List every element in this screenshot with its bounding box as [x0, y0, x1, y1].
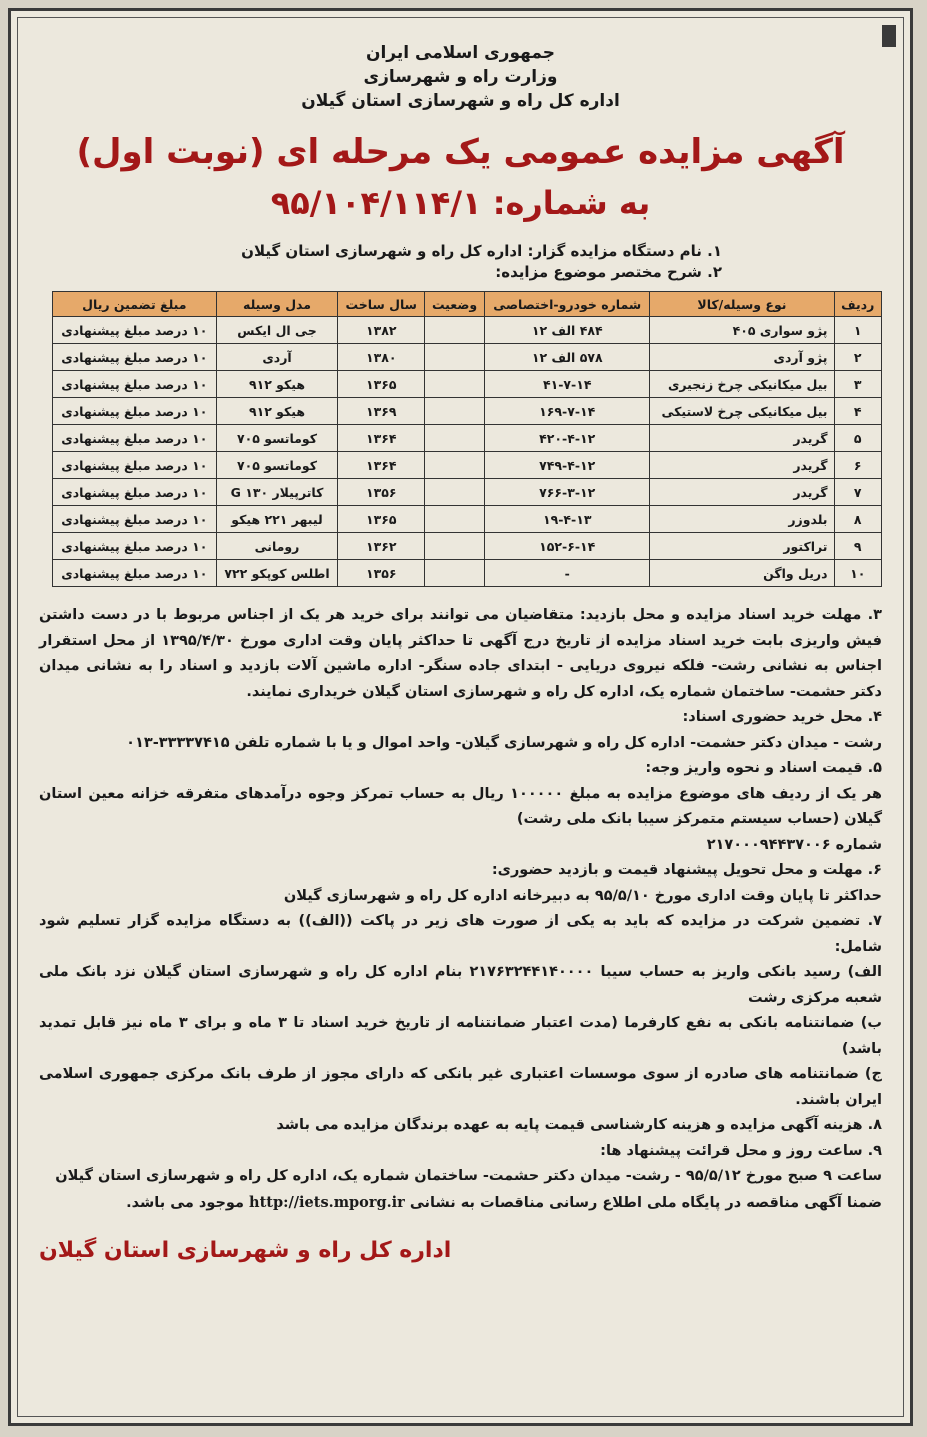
cell-status: [425, 344, 485, 371]
table-row: [53, 506, 882, 533]
section-9-text: ساعت ۹ صبح مورخ ۹۵/۵/۱۲ - رشت- میدان دکتر حشمت- ساختمان شماره یک، اداره کل راه و شهرسازی استان گیلان: [55, 1168, 882, 1184]
cell-plate: ۴۲۰-۴-۱۲: [485, 425, 650, 452]
section-7-title: ۷. تضمین شرکت در مزایده که باید به یکی از صورت های زیر در پاکت ((الف)) به دستگاه مزایده گزار تسلیم شود شامل:: [39, 913, 882, 955]
cell-row-no: ۱: [834, 317, 882, 344]
header-line-2: وزارت راه و شهرسازی: [363, 67, 558, 87]
section-4-text: رشت - میدان دکتر حشمت- اداره کل راه و شهرسازی گیلان- واحد اموال و یا با شماره تلفن ۳۳۳۳۷۴۱۵-۰۱۳: [126, 734, 882, 751]
cell-model: رومانی: [216, 533, 338, 560]
cell-guarantee: ۱۰ درصد مبلغ پیشنهادی: [53, 317, 217, 344]
items-table: [52, 291, 882, 587]
cell-status: [425, 506, 485, 533]
table-row: [53, 560, 882, 587]
cell-model: هیکو ۹۱۲: [216, 398, 338, 425]
header-line-3: اداره کل راه و شهرسازی استان گیلان: [301, 91, 620, 111]
col-header-type: نوع وسیله/کالا: [650, 292, 834, 317]
col-header-plate: شماره خودرو-اختصاصی: [485, 292, 650, 317]
table-header-row: [53, 292, 882, 317]
header-line-1: جمهوری اسلامی ایران: [365, 43, 556, 63]
cell-plate: ۵۷۸ الف ۱۲: [485, 344, 650, 371]
cell-model: اطلس کوپکو ۷۲۲: [216, 560, 338, 587]
cell-type: پژو آردی: [650, 344, 834, 371]
cell-type: بیل میکانیکی چرخ لاستیکی: [650, 398, 834, 425]
cell-row-no: ۶: [834, 452, 882, 479]
col-header-status: وضعیت: [425, 292, 485, 317]
cell-type: گریدر: [650, 425, 834, 452]
cell-plate: ۷۶۶-۳-۱۲: [485, 479, 650, 506]
table-row: [53, 344, 882, 371]
cell-plate: ۱۹-۴-۱۳: [485, 506, 650, 533]
section-8: ۸. هزینه آگهی مزایده و هزینه کارشناسی قیمت پایه به عهده برندگان مزایده می باشد: [276, 1117, 882, 1133]
cell-type: دریل واگن: [650, 560, 834, 587]
website-link[interactable]: http://iets.mporg.ir: [249, 1193, 405, 1211]
cell-status: [425, 479, 485, 506]
notice-content: [39, 41, 882, 1263]
cell-year: ۱۳۵۶: [338, 479, 425, 506]
cell-row-no: ۸: [834, 506, 882, 533]
section-3: ۳. مهلت خرید اسناد مزایده و محل بازدید: متقاضیان می توانند برای خرید هر یک از اجناس مربوط با در دست داشتن فیش واریزی بابت خرید اسناد مزایده از تاریخ درج آگهی تا حداکثر پایان وقت اداری مورخ ۱۳۹۵/۴/۳۰ از محل استقرار اجناس به نشانی رشت- فلکه نیروی دریایی - ابتدای جاده سنگر- اداره ماشین آلات بازدید و اسناد را به نشانی میدان دکتر حشمت- ساختمان شماره یک، اداره کل راه و شهرسازی استان گیلان خریداری نمایند.: [39, 607, 882, 700]
cell-type: بلدوزر: [650, 506, 834, 533]
table-row: [53, 371, 882, 398]
cell-row-no: ۹: [834, 533, 882, 560]
cell-plate: ۷۴۹-۴-۱۲: [485, 452, 650, 479]
cell-status: [425, 452, 485, 479]
website-note-post: موجود می باشد.: [126, 1194, 244, 1211]
corner-mark: [882, 25, 896, 47]
cell-row-no: ۵: [834, 425, 882, 452]
cell-guarantee: ۱۰ درصد مبلغ پیشنهادی: [53, 452, 217, 479]
section-5-text: هر یک از ردیف های موضوع مزایده به مبلغ ۱۰۰۰۰۰ ریال به حساب تمرکز وجوه درآمدهای متفرقه خزانه معین استان گیلان (حساب سیستم متمرکز سیبا بانک ملی رشت): [39, 785, 882, 827]
cell-status: [425, 560, 485, 587]
footer-signature: اداره کل راه و شهرسازی استان گیلان: [39, 1238, 452, 1263]
section-7-c: ج) ضمانتنامه های صادره از سوی موسسات اعتباری غیر بانکی که دارای مجوز از طرف بانک مرکزی جمهوری اسلامی ایران باشند.: [39, 1066, 882, 1108]
cell-type: پژو سواری ۴۰۵: [650, 317, 834, 344]
header-block: [249, 41, 672, 113]
cell-plate: ۱۶۹-۷-۱۴: [485, 398, 650, 425]
cell-year: ۱۳۶۴: [338, 452, 425, 479]
cell-row-no: ۱۰: [834, 560, 882, 587]
cell-status: [425, 398, 485, 425]
col-header-guarantee: مبلغ تضمین ریال: [53, 292, 217, 317]
cell-year: ۱۳۶۵: [338, 371, 425, 398]
cell-year: ۱۳۶۵: [338, 506, 425, 533]
cell-plate: -: [485, 560, 650, 587]
cell-status: [425, 317, 485, 344]
website-note-pre: ضمنا آگهی مناقصه در پایگاه ملی اطلاع رسانی مناقصات به نشانی: [409, 1194, 882, 1211]
table-row: [53, 425, 882, 452]
cell-guarantee: ۱۰ درصد مبلغ پیشنهادی: [53, 425, 217, 452]
cell-guarantee: ۱۰ درصد مبلغ پیشنهادی: [53, 371, 217, 398]
cell-year: ۱۳۵۶: [338, 560, 425, 587]
cell-year: ۱۳۶۴: [338, 425, 425, 452]
cell-guarantee: ۱۰ درصد مبلغ پیشنهادی: [53, 398, 217, 425]
cell-guarantee: ۱۰ درصد مبلغ پیشنهادی: [53, 533, 217, 560]
section-6-title: ۶. مهلت و محل تحویل پیشنهاد قیمت و بازدید حضوری:: [491, 862, 882, 878]
col-header-model: مدل وسیله: [216, 292, 338, 317]
section-4-title: ۴. محل خرید حضوری اسناد:: [682, 709, 882, 725]
website-note: [39, 1190, 882, 1217]
cell-guarantee: ۱۰ درصد مبلغ پیشنهادی: [53, 479, 217, 506]
col-header-row-no: ردیف: [834, 292, 882, 317]
cell-model: آردی: [216, 344, 338, 371]
table-row: [53, 479, 882, 506]
cell-year: ۱۳۸۰: [338, 344, 425, 371]
cell-model: کوماتسو ۷۰۵: [216, 425, 338, 452]
cell-status: [425, 425, 485, 452]
cell-year: ۱۳۶۹: [338, 398, 425, 425]
cell-model: لیبهر ۲۲۱ هیکو: [216, 506, 338, 533]
cell-plate: ۴۱-۷-۱۴: [485, 371, 650, 398]
section-7-b: ب) ضمانتنامه بانکی به نفع کارفرما (مدت اعتبار ضمانتنامه از تاریخ خرید اسناد تا ۳ ماه و برای ۳ ماه نیز قابل تمدید باشد): [39, 1015, 882, 1057]
notice-page: [8, 8, 913, 1426]
cell-status: [425, 371, 485, 398]
col-header-year: سال ساخت: [338, 292, 425, 317]
table-row: [53, 533, 882, 560]
cell-row-no: ۳: [834, 371, 882, 398]
cell-type: بیل میکانیکی چرخ زنجیری: [650, 371, 834, 398]
cell-guarantee: ۱۰ درصد مبلغ پیشنهادی: [53, 506, 217, 533]
notice-title: آگهی مزایده عمومی یک مرحله ای (نوبت اول): [76, 132, 845, 172]
cell-row-no: ۲: [834, 344, 882, 371]
cell-plate: ۴۸۴ الف ۱۲: [485, 317, 650, 344]
cell-row-no: ۴: [834, 398, 882, 425]
cell-model: کاترپیلار G ۱۳۰: [216, 479, 338, 506]
cell-row-no: ۷: [834, 479, 882, 506]
cell-model: هیکو ۹۱۲: [216, 371, 338, 398]
cell-plate: ۱۵۲-۶-۱۴: [485, 533, 650, 560]
section-6-text: حداکثر تا پایان وقت اداری مورخ ۹۵/۵/۱۰ به دبیرخانه اداره کل راه و شهرسازی گیلان: [283, 887, 882, 904]
cell-model: جی ال ایکس: [216, 317, 338, 344]
meta-item-2: ۲. شرح مختصر موضوع مزایده:: [495, 263, 722, 281]
cell-year: ۱۳۸۲: [338, 317, 425, 344]
cell-year: ۱۳۶۲: [338, 533, 425, 560]
meta-item-1: ۱. نام دستگاه مزایده گزار: اداره کل راه و شهرسازی استان گیلان: [241, 242, 722, 260]
cell-guarantee: ۱۰ درصد مبلغ پیشنهادی: [53, 344, 217, 371]
table-row: [53, 317, 882, 344]
cell-type: تراکتور: [650, 533, 834, 560]
table-row: [53, 398, 882, 425]
section-7-a: الف) رسید بانکی واریز به حساب سیبا ۲۱۷۶۳۲۴۴۱۴۰۰۰۰ بنام اداره کل راه و شهرسازی استان گیلان نزد بانک ملی شعبه مرکزی رشت: [39, 964, 882, 1006]
meta-block: [39, 241, 882, 283]
cell-guarantee: ۱۰ درصد مبلغ پیشنهادی: [53, 560, 217, 587]
notice-number: به شماره: ۹۵/۱۰۴/۱۱۴/۱: [270, 184, 651, 222]
cell-type: گریدر: [650, 479, 834, 506]
cell-model: کوماتسو ۷۰۵: [216, 452, 338, 479]
table-row: [53, 452, 882, 479]
account-number: شماره ۲۱۷۰۰۰۹۴۴۳۷۰۰۶: [706, 836, 882, 853]
section-9-title: ۹. ساعت روز و محل قرائت پیشنهاد ها:: [600, 1142, 882, 1159]
notice-body: [39, 603, 882, 1216]
section-5-title: ۵. قیمت اسناد و نحوه واریز وجه:: [645, 760, 882, 776]
cell-type: گریدر: [650, 452, 834, 479]
cell-status: [425, 533, 485, 560]
